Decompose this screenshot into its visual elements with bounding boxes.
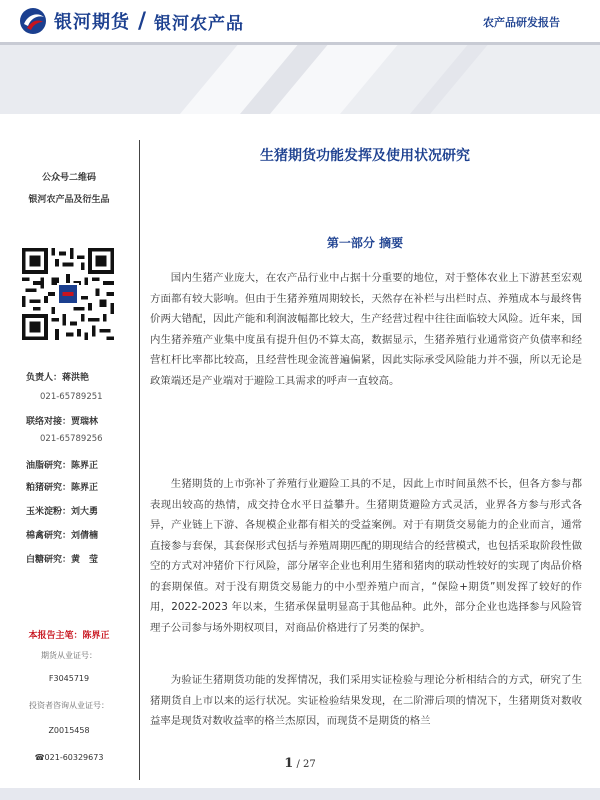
galaxy-logo-icon — [18, 6, 48, 36]
abstract-paragraph: 生猪期货的上市弥补了养殖行业避险工具的不足，因此上市时间虽然不长，但各方参与都表现出较高的热情，成交持仓水平日益攀升。生猪期货避险方式灵活，业界各方参与形式各异，产业链上下游、各规模企业都有相关的受益案例。对于有期货交易能力的企业而言，通常直接参与套保，其套保形式包括与养殖周期匹配的期现结合的经营模式，也包括采取阶段性做空的方式对冲猪价下行风险，部分屠宰企业也利用生猪和猪肉的联动性较好的实现了肉品价格的套期保值。对于没有期货交易能力的中小型养殖户而言，“保险+期货”则发挥了较好的作用，2022-2023 年以来，生猪承保量明显高于其他品种。此外，部分企业也选择参与风险管理子公司参与场外期权项目，对商品价格进行了另类的保护。 — [150, 478, 582, 634]
phone-contact: ☎021-60329673 — [34, 753, 104, 762]
contact-liaison-phone: 021-65789256 — [40, 434, 103, 444]
contact-lead: 负责人：蒋洪艳 — [26, 373, 90, 383]
qr-title: 公众号二维码 — [41, 173, 96, 183]
cert-number: F3045719 — [48, 674, 90, 683]
abstract-paragraph: 国内生猪产业庞大，在农产品行业中占据十分重要的地位，对于整体农业上下游甚至宏观方面都有较大影响。但由于生猪养殖周期较长，天然存在补栏与出栏时点、养殖成本与最终售价两大错配，因此产能和利润波幅都比较大，生产经营过程中往往面临较大风险。近年来，国内生猪养殖产业集中度虽有提升但仍不算太高，数据显示，生猪养殖行业通常资产负债率和经营杠杆比率都比较高，且经营性现金流普遍偏紧，因此实际承受风险能力并不强，所以无论是政策端还是产业端对于避险工具需求的呼声一直较高。 — [150, 272, 582, 387]
report-analyst: 本报告主笔：陈界正 — [28, 631, 110, 641]
sidebar — [0, 160, 138, 775]
qr-code-icon[interactable] — [22, 248, 114, 340]
contact-cotton-poultry: 棉禽研究：刘倩楠 — [26, 531, 99, 541]
report-type-label: 农产品研发报告 — [483, 16, 560, 29]
sidebar-divider — [139, 140, 140, 780]
advisor-cert-number: Z0015458 — [48, 726, 90, 735]
contact-corn-starch: 玉米淀粉：刘大勇 — [26, 507, 99, 517]
page-number — [0, 756, 600, 771]
contact-meal-hogs: 粕猪研究：陈界正 — [26, 483, 99, 493]
brand-divider: / — [138, 8, 147, 34]
brand-name: 银河期货 — [54, 12, 130, 33]
header-decor-band — [0, 42, 600, 114]
page-header — [0, 0, 600, 42]
contact-sugar: 白糖研究：黄 莹 — [26, 555, 99, 565]
brand-subname: 银河农产品 — [154, 13, 245, 34]
contact-oils: 油脂研究：陈界正 — [26, 461, 99, 471]
qr-subtitle: 银河农产品及衍生品 — [28, 195, 110, 205]
report-title: 生猪期货功能发挥及使用状况研究 — [260, 148, 470, 164]
contact-liaison: 联络对接：贾瑞林 — [26, 417, 99, 427]
advisor-cert-label: 投资者咨询从业证号： — [29, 701, 109, 710]
page-total: / 27 — [296, 759, 316, 770]
footer-bar — [0, 788, 600, 800]
section-title: 第一部分 摘要 — [326, 236, 404, 250]
page-current: 1 — [284, 756, 294, 771]
abstract-paragraph: 为验证生猪期货功能的发挥情况，我们采用实证检验与理论分析相结合的方式，研究了生猪期货自上市以来的运行状况。实证检验结果发现，在二阶滞后项的情况下，生猪期货对数收益率是现货对数收益率的格兰杰原因，而现货不是期货的格兰 — [150, 674, 582, 727]
cert-label: 期货从业证号： — [41, 651, 97, 660]
contact-lead-phone: 021-65789251 — [40, 392, 103, 402]
brand-logo — [18, 6, 244, 36]
